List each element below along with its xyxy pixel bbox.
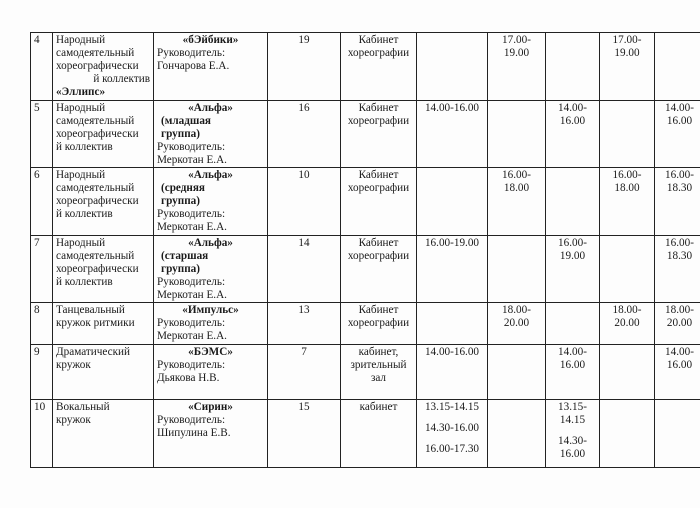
participants-count: 14 bbox=[268, 236, 341, 303]
day-1: 13.15-14.15 14.30-16.00 16.00-17.30 bbox=[417, 400, 488, 468]
group-leader: «БЭМС» Руководитель: Дьякова Н.В. bbox=[154, 345, 268, 400]
day-5: 14.00- 16.00 bbox=[655, 345, 700, 400]
table-row bbox=[31, 168, 700, 236]
collective-name: Народный самодеятельный хореографически й коллектив bbox=[53, 236, 154, 303]
room: Кабинет хореографии bbox=[341, 101, 417, 168]
group-leader: «Альфа» (старшая группа) Руководитель: Меркотан Е.А. bbox=[154, 236, 268, 303]
day-1 bbox=[417, 303, 488, 345]
participants-count: 19 bbox=[268, 33, 341, 101]
room: кабинет, зрительный зал bbox=[341, 345, 417, 400]
day-2: 17.00- 19.00 bbox=[488, 33, 546, 101]
participants-count: 7 bbox=[268, 345, 341, 400]
participants-count: 10 bbox=[268, 168, 341, 236]
day-3 bbox=[546, 168, 600, 236]
collective-name: Танцевальный кружок ритмики bbox=[53, 303, 154, 345]
collective-name: Вокальный кружок bbox=[53, 400, 154, 468]
row-number: 9 bbox=[31, 345, 53, 400]
day-3 bbox=[546, 33, 600, 101]
day-2 bbox=[488, 345, 546, 400]
participants-count: 16 bbox=[268, 101, 341, 168]
schedule-table bbox=[30, 32, 700, 468]
day-1 bbox=[417, 33, 488, 101]
day-3: 16.00- 19.00 bbox=[546, 236, 600, 303]
day-4: 16.00- 18.00 bbox=[600, 168, 655, 236]
day-1: 16.00-19.00 bbox=[417, 236, 488, 303]
group-leader: «бЭйбики» Руководитель: Гончарова Е.А. bbox=[154, 33, 268, 101]
table-row bbox=[31, 400, 700, 468]
row-number: 7 bbox=[31, 236, 53, 303]
room: Кабинет хореографии bbox=[341, 33, 417, 101]
table-row bbox=[31, 345, 700, 400]
day-3: 14.00- 16.00 bbox=[546, 345, 600, 400]
day-3 bbox=[546, 303, 600, 345]
participants-count: 13 bbox=[268, 303, 341, 345]
day-4 bbox=[600, 400, 655, 468]
day-5: 18.00- 20.00 bbox=[655, 303, 700, 345]
day-2: 16.00- 18.00 bbox=[488, 168, 546, 236]
day-5: 16.00- 18.30 bbox=[655, 168, 700, 236]
room: Кабинет хореографии bbox=[341, 168, 417, 236]
day-1 bbox=[417, 168, 488, 236]
table-row bbox=[31, 236, 700, 303]
participants-count: 15 bbox=[268, 400, 341, 468]
day-4 bbox=[600, 101, 655, 168]
day-4 bbox=[600, 345, 655, 400]
row-number: 6 bbox=[31, 168, 53, 236]
day-4 bbox=[600, 236, 655, 303]
table-row bbox=[31, 33, 700, 101]
table-row bbox=[31, 101, 700, 168]
collective-name: Народный самодеятельный хореографически й коллектив bbox=[53, 168, 154, 236]
collective-name: Народный самодеятельный хореографически й коллектив «Эллипс» bbox=[53, 33, 154, 101]
day-3: 13.15- 14.15 14.30- 16.00 bbox=[546, 400, 600, 468]
day-5: 14.00- 16.00 bbox=[655, 101, 700, 168]
day-2 bbox=[488, 236, 546, 303]
day-1: 14.00-16.00 bbox=[417, 345, 488, 400]
day-4: 18.00- 20.00 bbox=[600, 303, 655, 345]
row-number: 8 bbox=[31, 303, 53, 345]
day-2 bbox=[488, 101, 546, 168]
row-number: 10 bbox=[31, 400, 53, 468]
collective-name: Народный самодеятельный хореографически й коллектив bbox=[53, 101, 154, 168]
day-1: 14.00-16.00 bbox=[417, 101, 488, 168]
group-leader: «Импульс» Руководитель: Меркотан Е.А. bbox=[154, 303, 268, 345]
day-5: 16.00- 18.30 bbox=[655, 236, 700, 303]
group-leader: «Альфа» (младшая группа) Руководитель: Меркотан Е.А. bbox=[154, 101, 268, 168]
row-number: 4 bbox=[31, 33, 53, 101]
day-3: 14.00- 16.00 bbox=[546, 101, 600, 168]
room: Кабинет хореографии bbox=[341, 303, 417, 345]
day-2 bbox=[488, 400, 546, 468]
table-row bbox=[31, 303, 700, 345]
group-leader: «Сирин» Руководитель: Шипулина Е.В. bbox=[154, 400, 268, 468]
schedule-body bbox=[31, 33, 700, 468]
collective-name: Драматический кружок bbox=[53, 345, 154, 400]
room: Кабинет хореографии bbox=[341, 236, 417, 303]
group-leader: «Альфа» (средняя группа) Руководитель: Меркотан Е.А. bbox=[154, 168, 268, 236]
room: кабинет bbox=[341, 400, 417, 468]
row-number: 5 bbox=[31, 101, 53, 168]
day-5 bbox=[655, 33, 700, 101]
day-2: 18.00- 20.00 bbox=[488, 303, 546, 345]
day-5 bbox=[655, 400, 700, 468]
day-4: 17.00- 19.00 bbox=[600, 33, 655, 101]
